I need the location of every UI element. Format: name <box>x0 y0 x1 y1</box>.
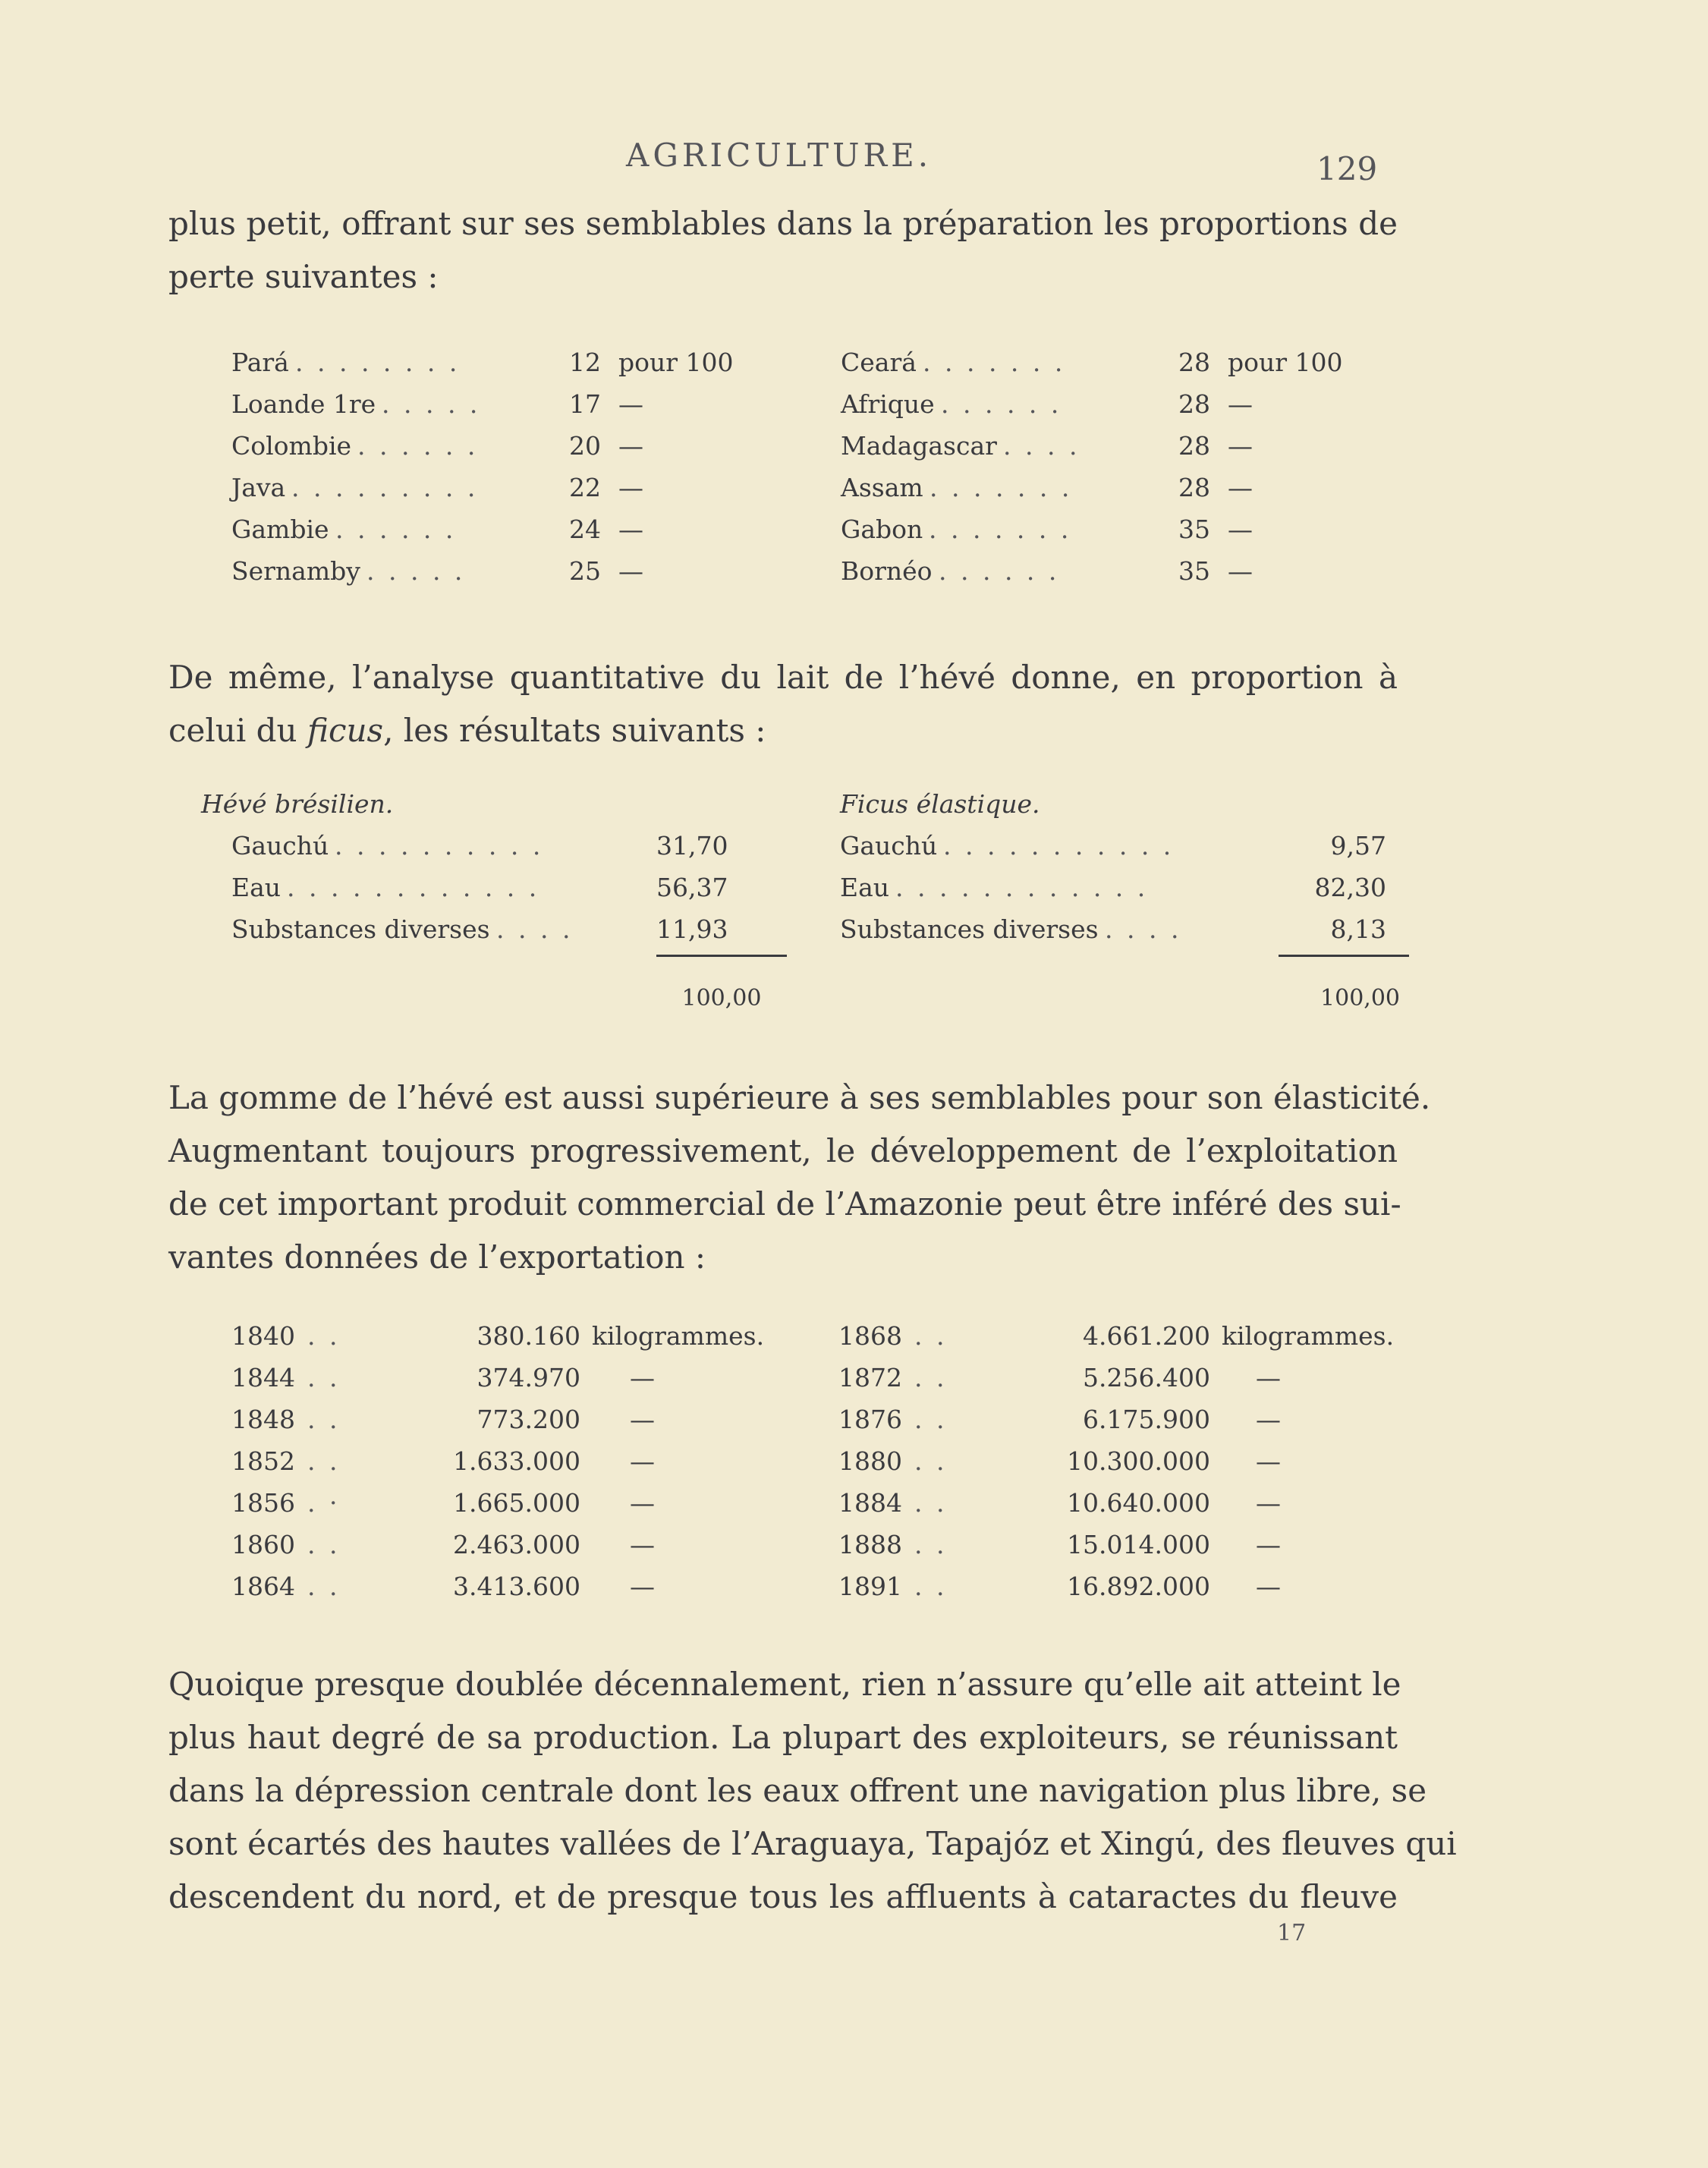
leader-dots: . . <box>914 1488 948 1518</box>
text-line: dans la dépression centrale dont les eaux offrent une navigation plus libre, se <box>168 1772 1427 1809</box>
export-unit: — <box>630 1530 655 1559</box>
export-row <box>838 1315 1395 1357</box>
export-unit: kilogrammes. <box>1222 1321 1395 1351</box>
paragraph-analysis <box>168 651 1398 757</box>
export-year: 1852 <box>231 1446 295 1476</box>
export-row <box>231 1565 778 1607</box>
leader-dots: . · <box>307 1488 341 1518</box>
export-year: 1840 <box>231 1321 295 1351</box>
analysis-row <box>231 825 778 867</box>
country-name: Gabon <box>841 514 923 544</box>
component-value: 31,70 <box>656 831 728 861</box>
leader-dots: . . <box>307 1572 341 1601</box>
export-year: 1884 <box>838 1488 902 1518</box>
loss-unit: — <box>1228 514 1253 544</box>
leader-dots: . . . . . . <box>335 514 457 544</box>
leader-dots: . . <box>307 1530 341 1559</box>
export-row <box>231 1399 778 1440</box>
leader-dots: . . . . . . <box>941 389 1062 419</box>
component-name: Eau <box>231 873 282 902</box>
export-right-rows <box>838 1315 1395 1607</box>
leader-dots: . . <box>307 1321 341 1351</box>
text-line: La gomme de l’hévé est aussi supérieure à ses semblables pour son élasticité. <box>168 1079 1431 1116</box>
loss-unit: — <box>1228 556 1253 586</box>
export-unit: — <box>1256 1363 1281 1392</box>
country-name: Assam <box>841 473 923 502</box>
loss-table-left <box>231 341 763 592</box>
country-name: Java <box>231 473 286 502</box>
export-year: 1860 <box>231 1530 295 1559</box>
export-unit: — <box>1256 1446 1281 1476</box>
export-amount: 3.413.600 <box>453 1572 580 1601</box>
export-unit: — <box>630 1363 655 1392</box>
loss-unit: — <box>618 514 643 544</box>
paragraph-conclusion <box>168 1658 1457 1924</box>
text-line: perte suivantes : <box>168 258 439 295</box>
export-year: 1844 <box>231 1363 295 1392</box>
component-name: Substances diverses <box>231 914 490 944</box>
export-amount: 2.463.000 <box>453 1530 580 1559</box>
loss-value: 35 <box>1178 556 1210 586</box>
analysis-row <box>840 867 1386 908</box>
loss-unit: — <box>618 431 643 461</box>
component-value: 8,13 <box>1330 914 1386 944</box>
sum-rule-left <box>656 955 787 957</box>
export-row <box>838 1565 1385 1607</box>
leader-dots: . . . . . . . . . . . <box>943 831 1175 861</box>
analysis-right-rows <box>840 825 1386 950</box>
paragraph-export <box>168 1071 1431 1284</box>
text-line: descendent du nord, et de presque tous les affluents à cataractes du fleuve <box>168 1878 1398 1915</box>
leader-dots: . . . . . . <box>357 431 479 461</box>
loss-row <box>841 508 1372 550</box>
export-row <box>838 1482 1385 1524</box>
loss-unit: pour 100 <box>1228 348 1343 377</box>
loss-value: 35 <box>1178 514 1210 544</box>
leader-dots: . . <box>914 1530 948 1559</box>
export-row <box>838 1399 1385 1440</box>
component-value: 82,30 <box>1314 873 1386 902</box>
component-value: 11,93 <box>656 914 728 944</box>
loss-row <box>841 467 1372 508</box>
analysis-row <box>840 908 1386 950</box>
leader-dots: . . . . . . . . . . <box>335 831 544 861</box>
export-year: 1864 <box>231 1572 295 1601</box>
loss-value: 28 <box>1178 348 1210 377</box>
text-run: celui du <box>168 712 307 749</box>
export-amount: 10.640.000 <box>1067 1488 1210 1518</box>
export-amount: 1.665.000 <box>453 1488 580 1518</box>
export-year: 1848 <box>231 1405 295 1434</box>
export-amount: 1.633.000 <box>453 1446 580 1476</box>
export-unit: — <box>1256 1572 1281 1601</box>
export-unit: — <box>630 1405 655 1434</box>
export-unit: — <box>1256 1405 1281 1434</box>
loss-value: 24 <box>569 514 601 544</box>
loss-value: 17 <box>569 389 601 419</box>
export-amount: 15.014.000 <box>1067 1530 1210 1559</box>
loss-row <box>231 467 763 508</box>
export-table <box>231 1315 1395 1619</box>
export-unit: — <box>630 1572 655 1601</box>
country-name: Loande 1re <box>231 389 376 419</box>
component-name: Eau <box>840 873 890 902</box>
leader-dots: . . . . . . <box>939 556 1060 586</box>
export-unit: — <box>1256 1488 1281 1518</box>
paragraph-intro <box>168 197 1398 304</box>
leader-dots: . . . . . . . . <box>295 348 461 377</box>
export-row <box>231 1524 778 1565</box>
country-name: Ceará <box>841 348 917 377</box>
leader-dots: . . . . . <box>382 389 481 419</box>
component-value: 56,37 <box>656 873 728 902</box>
loss-unit: pour 100 <box>618 348 734 377</box>
export-left-rows <box>231 1315 778 1607</box>
text-line: De même, l’analyse quantitative du lait de l’hévé donne, en proportion à <box>168 659 1398 696</box>
loss-row <box>841 550 1372 592</box>
leader-dots: . . . . <box>1003 431 1080 461</box>
italic-word: ficus <box>307 712 384 749</box>
loss-unit: — <box>1228 389 1253 419</box>
loss-row <box>231 508 763 550</box>
text-line: plus haut degré de sa production. La plupart des exploiteurs, se réunissant <box>168 1719 1398 1756</box>
text-line: de cet important produit commercial de l’Amazonie peut être inféré des sui- <box>168 1185 1401 1222</box>
export-amount: 374.970 <box>477 1363 580 1392</box>
text-line <box>168 704 1398 757</box>
loss-row <box>231 341 763 383</box>
loss-unit: — <box>1228 473 1253 502</box>
leader-dots: . . <box>307 1363 341 1392</box>
left-table-title: Hévé brésilien. <box>201 789 394 819</box>
export-row <box>838 1357 1385 1399</box>
text-line: Quoique presque doublée décennalement, rien n’assure qu’elle ait atteint le <box>168 1666 1401 1703</box>
loss-value: 12 <box>569 348 601 377</box>
loss-row <box>231 550 763 592</box>
export-year: 1872 <box>838 1363 902 1392</box>
leader-dots: . . . . <box>496 914 574 944</box>
leader-dots: . . . . . . . . . . . . <box>895 873 1149 902</box>
loss-row <box>841 383 1372 425</box>
text-line: vantes données de l’exportation : <box>168 1238 706 1276</box>
export-year: 1888 <box>838 1530 902 1559</box>
leader-dots: . . <box>914 1363 948 1392</box>
text-line: sont écartés des hautes vallées de l’Araguaya, Tapajóz et Xingú, des fleuves qui <box>168 1825 1457 1862</box>
loss-value: 28 <box>1178 389 1210 419</box>
leader-dots: . . . . . . . . . . . . <box>287 873 540 902</box>
component-name: Substances diverses <box>840 914 1099 944</box>
loss-unit: — <box>1228 431 1253 461</box>
export-row <box>231 1440 778 1482</box>
leader-dots: . . <box>914 1405 948 1434</box>
export-row <box>838 1440 1385 1482</box>
export-year: 1868 <box>838 1321 902 1351</box>
export-amount: 16.892.000 <box>1067 1572 1210 1601</box>
right-table-title: Ficus élastique. <box>840 789 1040 819</box>
export-amount: 380.160 <box>477 1321 580 1351</box>
country-name: Sernamby <box>231 556 360 586</box>
export-amount: 6.175.900 <box>1083 1405 1210 1434</box>
export-year: 1876 <box>838 1405 902 1434</box>
leader-dots: . . <box>914 1321 948 1351</box>
loss-value: 25 <box>569 556 601 586</box>
country-name: Afrique <box>841 389 935 419</box>
signature-mark: 17 <box>1277 1920 1307 1946</box>
leader-dots: . . . . . . . <box>923 348 1066 377</box>
export-unit: kilogrammes. <box>592 1321 765 1351</box>
export-row <box>838 1524 1385 1565</box>
export-amount: 10.300.000 <box>1067 1446 1210 1476</box>
export-unit: — <box>1256 1530 1281 1559</box>
leader-dots: . . . . . . . . . <box>291 473 479 502</box>
export-unit: — <box>630 1488 655 1518</box>
running-header: AGRICULTURE. <box>626 137 933 174</box>
country-name: Gambie <box>231 514 329 544</box>
country-name: Pará <box>231 348 289 377</box>
analysis-left-rows <box>231 825 778 950</box>
leader-dots: . . <box>307 1446 341 1476</box>
export-amount: 773.200 <box>477 1405 580 1434</box>
export-row <box>231 1357 778 1399</box>
loss-unit: — <box>618 389 643 419</box>
loss-row <box>231 425 763 467</box>
loss-value: 20 <box>569 431 601 461</box>
leader-dots: . . <box>914 1446 948 1476</box>
component-name: Gauchú <box>231 831 329 861</box>
component-value: 9,57 <box>1330 831 1386 861</box>
loss-row <box>231 383 763 425</box>
export-year: 1880 <box>838 1446 902 1476</box>
loss-value: 22 <box>569 473 601 502</box>
export-row <box>231 1482 778 1524</box>
leader-dots: . . . . . . . <box>929 514 1072 544</box>
loss-table-right <box>841 341 1372 592</box>
export-unit: — <box>630 1446 655 1476</box>
component-name: Gauchú <box>840 831 938 861</box>
loss-row <box>841 425 1372 467</box>
right-total: 100,00 <box>1320 985 1400 1012</box>
country-name: Madagascar <box>841 431 997 461</box>
export-year: 1856 <box>231 1488 295 1518</box>
export-amount: 4.661.200 <box>1083 1321 1210 1351</box>
text-run: , les résultats suivants : <box>383 712 766 749</box>
analysis-row <box>231 908 778 950</box>
export-row <box>231 1315 778 1357</box>
sum-rule-right <box>1279 955 1409 957</box>
analysis-row <box>231 867 778 908</box>
leader-dots: . . . . <box>1105 914 1182 944</box>
text-line: Augmentant toujours progressivement, le développement de l’exploitation <box>168 1132 1398 1169</box>
export-amount: 5.256.400 <box>1083 1363 1210 1392</box>
loss-unit: — <box>618 556 643 586</box>
leader-dots: . . . . . <box>366 556 466 586</box>
leader-dots: . . <box>914 1572 948 1601</box>
analysis-table <box>201 783 1400 1026</box>
left-total: 100,00 <box>681 985 762 1012</box>
loss-unit: — <box>618 473 643 502</box>
loss-row <box>841 341 1372 383</box>
leader-dots: . . . . . . . <box>929 473 1073 502</box>
leader-dots: . . <box>307 1405 341 1434</box>
page-number: 129 <box>1316 150 1378 187</box>
country-name: Bornéo <box>841 556 933 586</box>
text-line: plus petit, offrant sur ses semblables dans la préparation les proportions de <box>168 205 1398 242</box>
export-year: 1891 <box>838 1572 902 1601</box>
loss-value: 28 <box>1178 431 1210 461</box>
loss-value: 28 <box>1178 473 1210 502</box>
analysis-row <box>840 825 1386 867</box>
country-name: Colombie <box>231 431 352 461</box>
